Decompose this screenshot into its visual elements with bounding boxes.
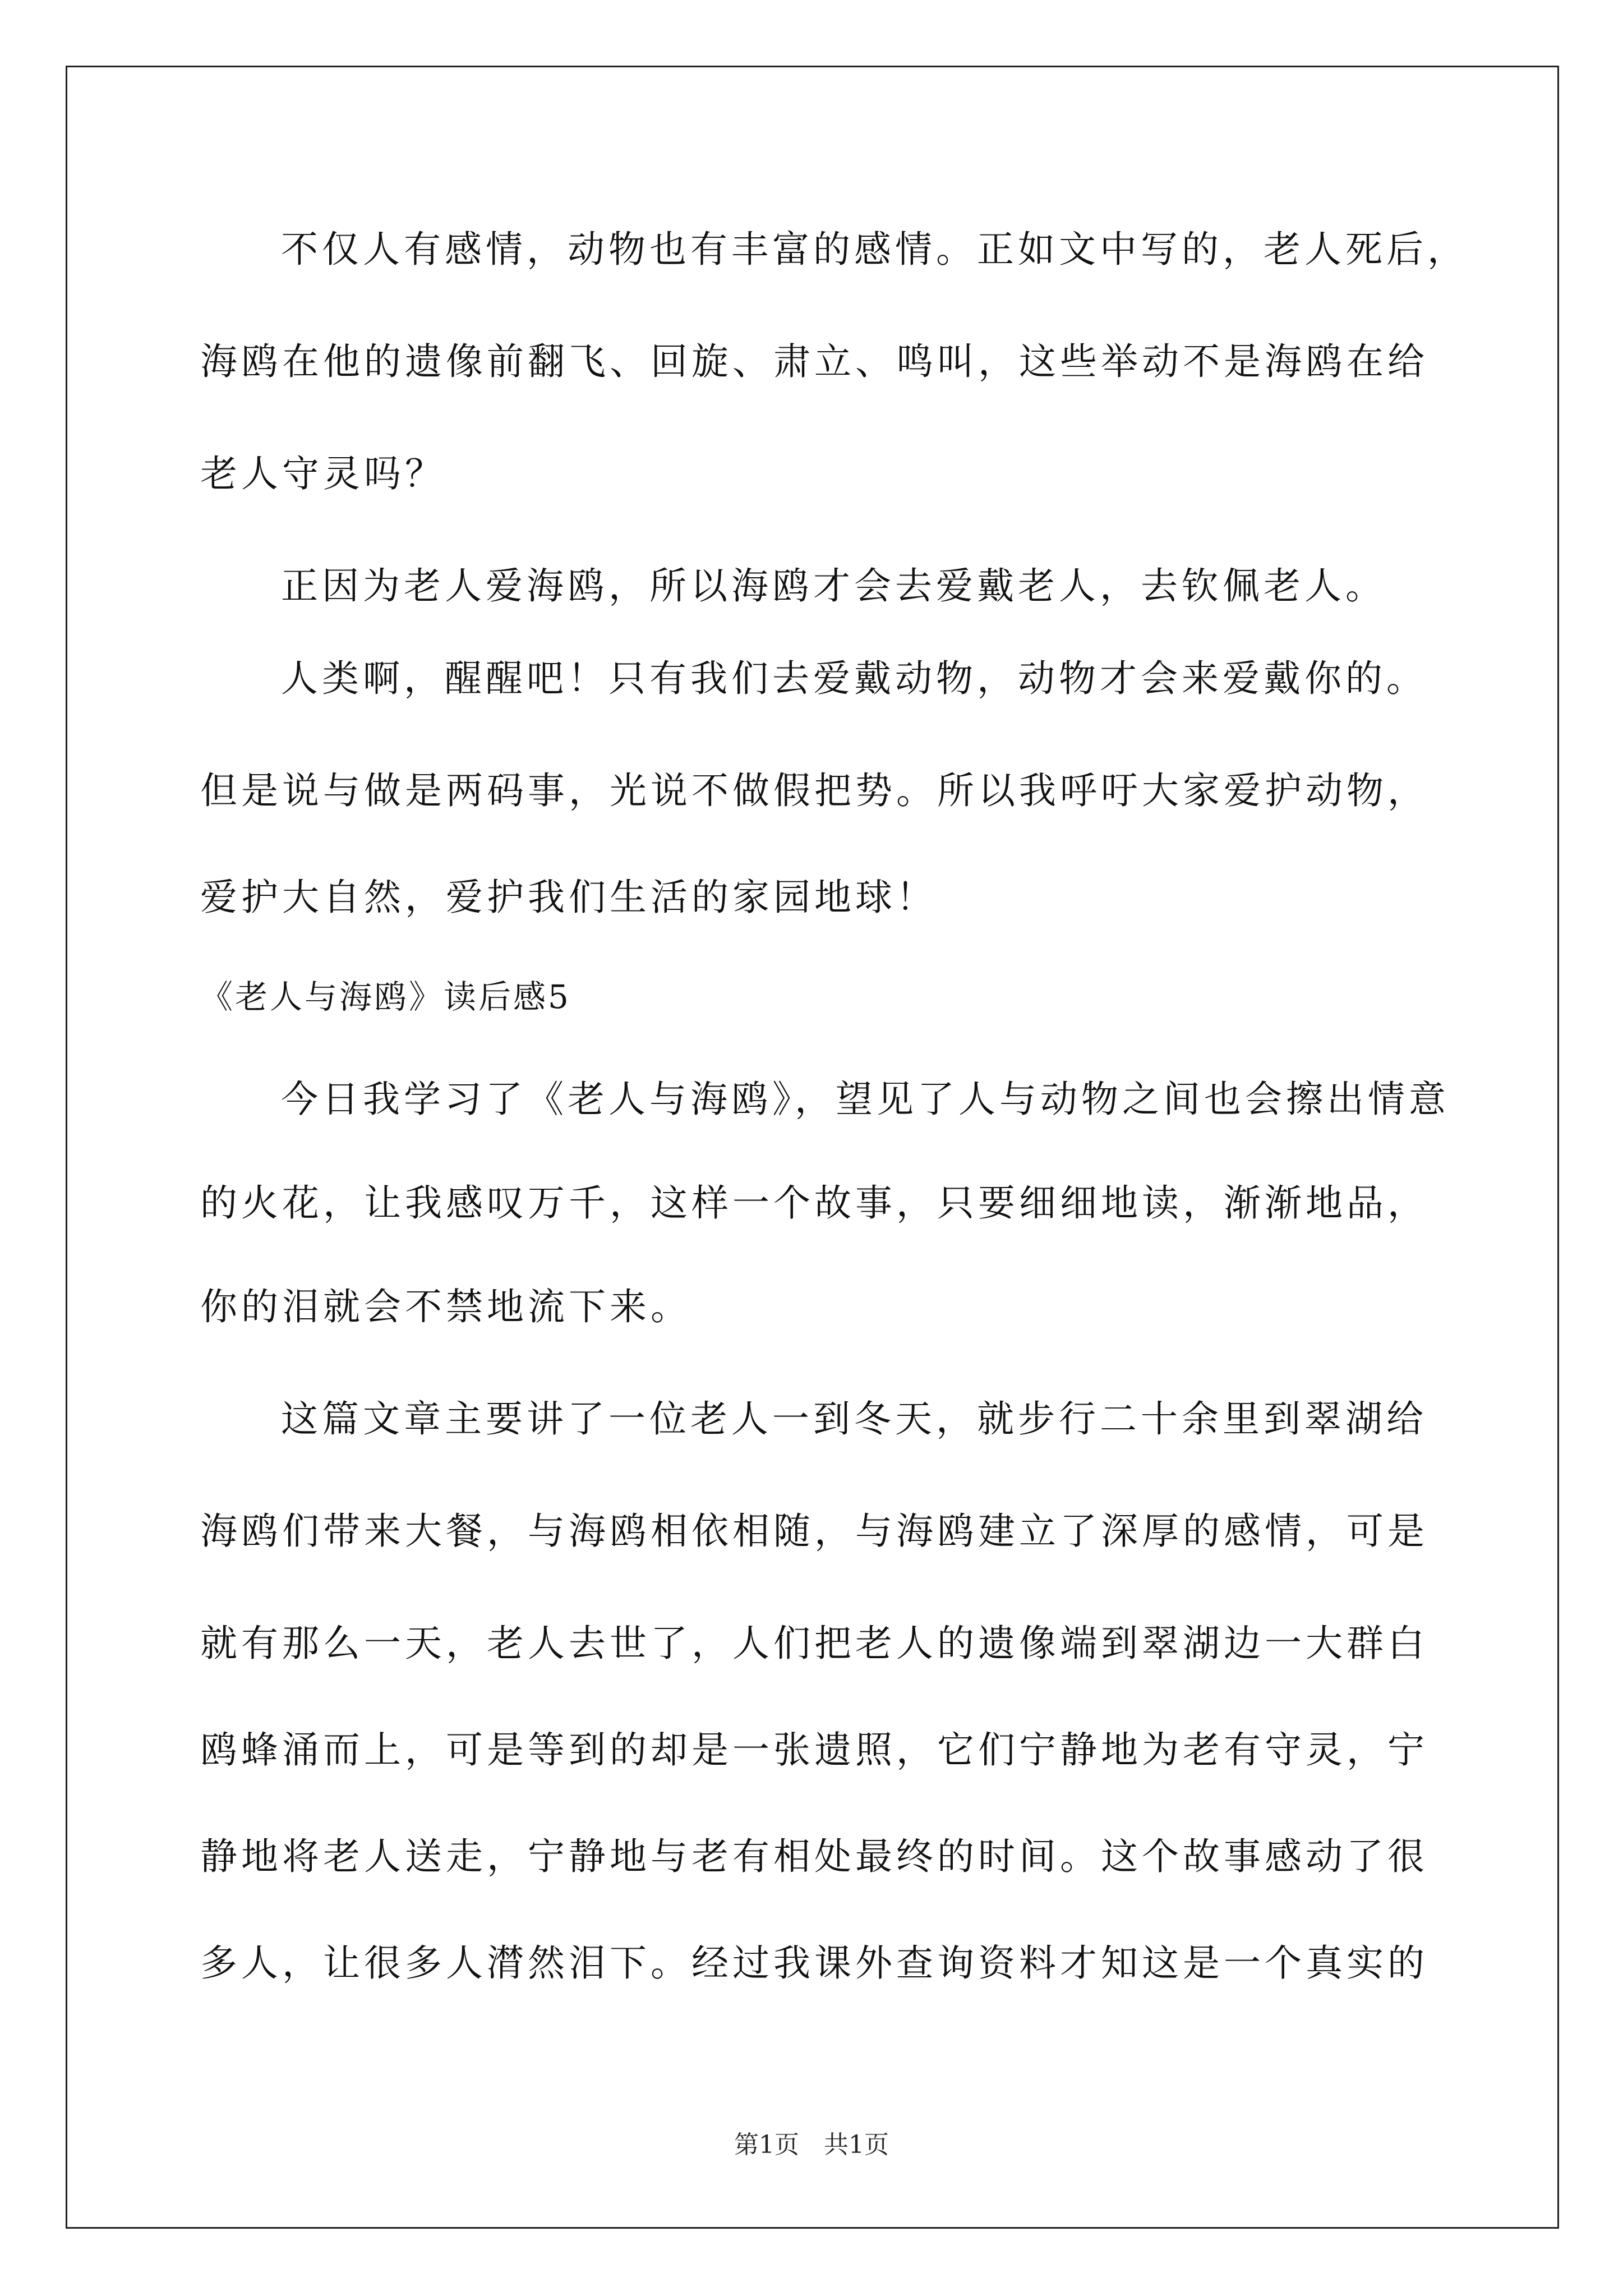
paragraph-line: 鸥蜂涌而上，可是等到的却是一张遗照，它们宁静地为老有守灵，宁	[200, 1728, 1428, 1772]
paragraph-line: 多人，让很多人潸然泪下。经过我课外查询资料才知这是一个真实的	[200, 1941, 1428, 1985]
paragraph-line: 老人守灵吗？	[200, 452, 446, 495]
paragraph-line: 你的泪就会不禁地流下来。	[200, 1285, 691, 1328]
page-border	[66, 66, 1559, 2229]
paragraph-line: 海鸥在他的遗像前翻飞、回旋、肃立、鸣叫，这些举动不是海鸥在给	[200, 340, 1428, 383]
paragraph-line: 今日我学习了《老人与海鸥》，望见了人与动物之间也会擦出情意	[281, 1078, 1450, 1121]
paragraph-line: 这篇文章主要讲了一位老人一到冬天，就步行二十余里到翠湖给	[281, 1397, 1427, 1441]
page-footer: 第1页 共1页	[734, 2131, 889, 2159]
paragraph-line: 静地将老人送走，宁静地与老有相处最终的时间。这个故事感动了很	[200, 1835, 1428, 1878]
section-heading: 《老人与海鸥》读后感5	[200, 978, 571, 1016]
paragraph-line: 不仅人有感情，动物也有丰富的感情。正如文中写的，老人死后，	[281, 228, 1468, 271]
paragraph-line: 爱护大自然，爱护我们生活的家园地球！	[200, 876, 937, 919]
paragraph-line: 的火花，让我感叹万千，这样一个故事，只要细细地读，渐渐地品，	[200, 1181, 1428, 1225]
paragraph-line: 但是说与做是两码事，光说不做假把势。所以我呼吁大家爱护动物，	[200, 769, 1428, 812]
paragraph-line: 正因为老人爱海鸥，所以海鸥才会去爱戴老人，去钦佩老人。	[281, 564, 1386, 608]
paragraph-line: 人类啊，醒醒吧！只有我们去爱戴动物，动物才会来爱戴你的。	[281, 657, 1427, 700]
paragraph-line: 就有那么一天，老人去世了，人们把老人的遗像端到翠湖边一大群白	[200, 1622, 1428, 1665]
paragraph-line: 海鸥们带来大餐，与海鸥相依相随，与海鸥建立了深厚的感情，可是	[200, 1510, 1428, 1553]
